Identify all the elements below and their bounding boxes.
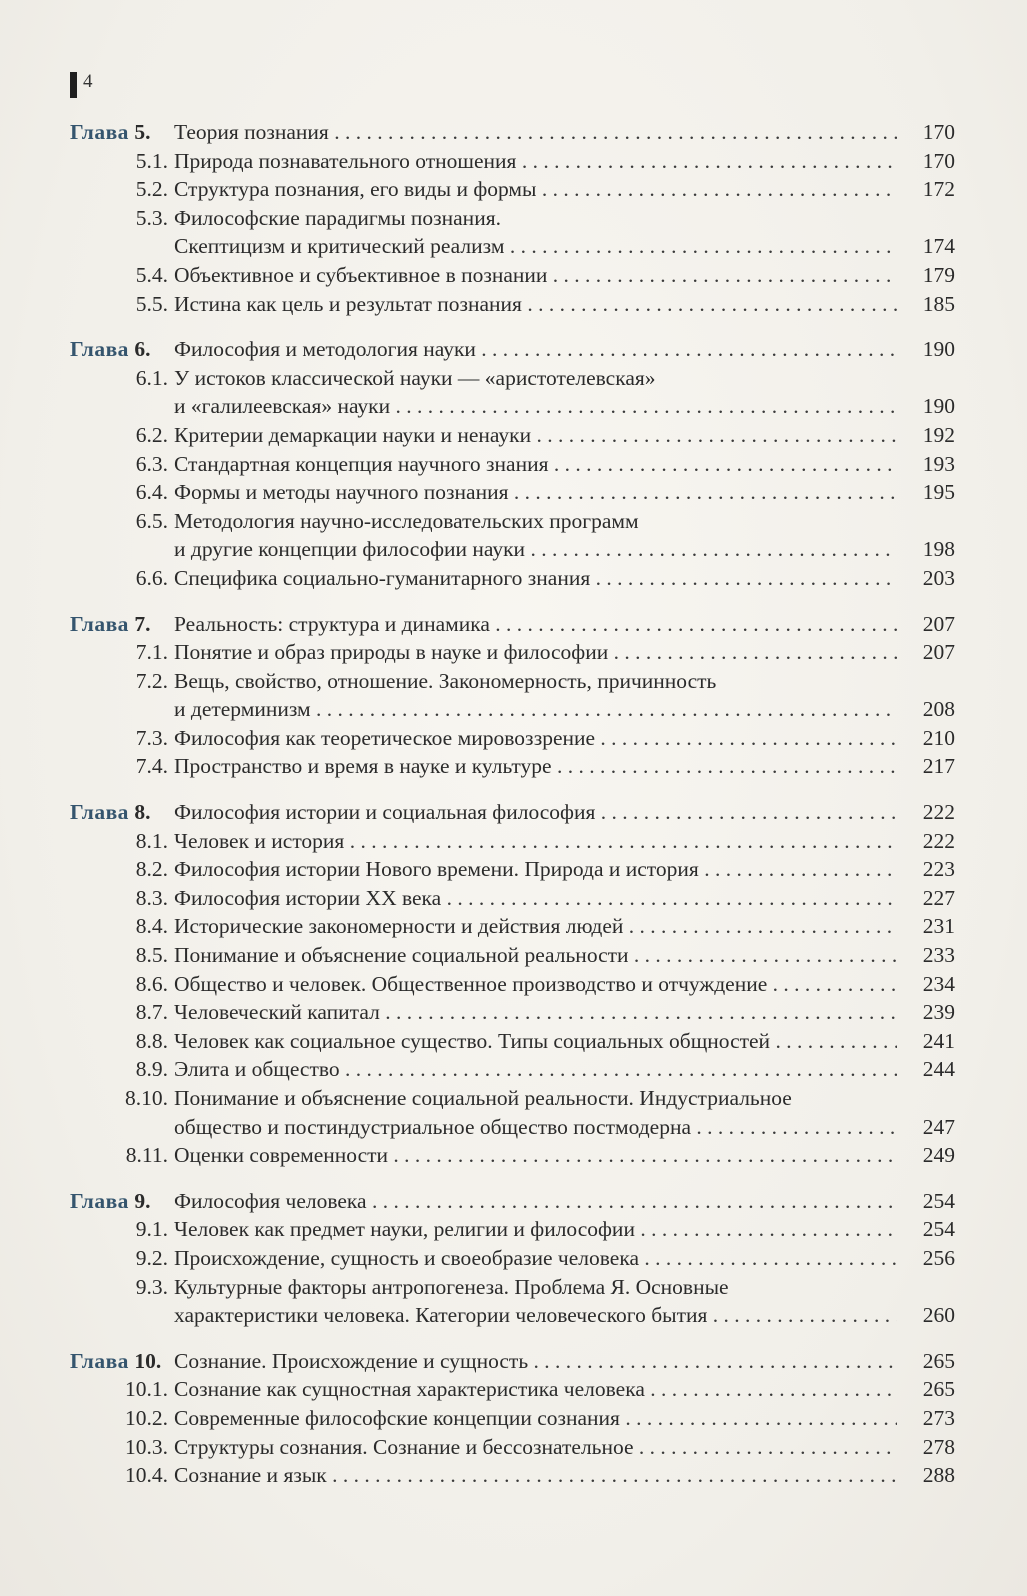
chapter-page-number: 265 (922, 1348, 955, 1373)
section-title-cell (174, 941, 897, 970)
section-row[interactable] (70, 855, 955, 884)
section-page-number: 234 (922, 971, 955, 996)
chapter-label (70, 1187, 174, 1216)
section-number: 5.2. (135, 177, 168, 202)
section-row[interactable] (70, 1141, 955, 1170)
section-title-line: Вещь, свойство, отношение. Закономерность, причинность (174, 668, 717, 693)
section-row[interactable] (70, 724, 955, 753)
chapter-title: Философия человека . . . (174, 1187, 897, 1216)
section-title-line: Формы и методы научного познания . . . (174, 478, 897, 507)
chapter-title-cell (174, 335, 897, 364)
chapter-number: 5. (134, 120, 151, 144)
section-title-line: Скептицизм и критический реализм . . . (174, 232, 897, 261)
chapter-title: Философия и методология науки . . . (174, 335, 897, 364)
section-title-line: Сознание как сущностная характеристика человека . . . (174, 1375, 897, 1404)
section-title-line: Специфика социально-гуманитарного знания . . . (174, 564, 897, 593)
section-title-line: Структура познания, его виды и формы . . . (174, 175, 897, 204)
section-page-number: 179 (922, 262, 955, 287)
section-number: 8.10. (125, 1086, 168, 1110)
section-row[interactable] (70, 912, 955, 941)
section-title-line: Понятие и образ природы в науке и философии . . . (174, 638, 897, 667)
section-title-line: Философия истории Нового времени. Природа и история . . . (174, 855, 897, 884)
section-title-cell (174, 364, 897, 421)
section-row[interactable] (70, 638, 955, 667)
section-page-number: 222 (922, 828, 955, 853)
section-title-line: Критерии демаркации науки и ненауки . . . (174, 421, 897, 450)
section-number: 10.4. (125, 1463, 168, 1488)
section-title-line: Философские парадигмы познания. (174, 205, 501, 230)
section-title-line: и другие концепции философии науки . . . (174, 535, 897, 564)
section-title-line: и детерминизм . . . (174, 695, 897, 724)
section-title-line: Общество и человек. Общественное производство и отчуждение . . . (174, 970, 897, 999)
section-title-cell (174, 1461, 897, 1490)
chapter-page-number: 170 (922, 120, 955, 144)
section-title-line: Происхождение, сущность и своеобразие человека . . . (174, 1244, 897, 1273)
chapter-heading-row[interactable] (70, 1187, 955, 1216)
chapter-word: Глава (70, 1348, 129, 1373)
section-number: 8.7. (135, 1000, 168, 1025)
section-number: 6.1. (135, 365, 168, 390)
section-row[interactable] (70, 1055, 955, 1084)
section-page-number: 288 (922, 1463, 955, 1488)
section-page-number: 239 (922, 1000, 955, 1025)
section-title-cell (174, 1375, 897, 1404)
section-page-number: 278 (922, 1434, 955, 1459)
section-title-cell (174, 912, 897, 941)
section-number: 8.3. (135, 885, 168, 910)
section-page-number: 208 (922, 697, 955, 722)
section-row[interactable] (70, 147, 955, 176)
section-number: 7.3. (135, 725, 168, 750)
section-number: 8.6. (135, 971, 168, 996)
section-title-cell (174, 1433, 897, 1462)
section-row[interactable] (70, 752, 955, 781)
section-number: 9.3. (135, 1274, 168, 1299)
section-page-number: 174 (922, 234, 955, 259)
section-number: 6.4. (135, 480, 168, 505)
section-title-line: и «галилеевская» науки . . . (174, 392, 897, 421)
section-page-number: 195 (922, 480, 955, 505)
chapter-label (70, 335, 174, 364)
section-number: 7.4. (135, 754, 168, 779)
section-page-number: 273 (922, 1405, 955, 1430)
toc-chapter (70, 335, 955, 592)
section-row[interactable] (70, 827, 955, 856)
chapter-heading-row[interactable] (70, 118, 955, 147)
chapter-heading-row[interactable] (70, 610, 955, 639)
section-number: 7.2. (135, 668, 168, 693)
section-page-number: 265 (922, 1377, 955, 1402)
section-number: 9.2. (135, 1245, 168, 1270)
chapter-title: Теория познания . . . (174, 118, 897, 147)
section-page-number: 254 (922, 1217, 955, 1242)
section-title-cell (174, 147, 897, 176)
section-number: 9.1. (135, 1217, 168, 1242)
section-page-number: 247 (922, 1114, 955, 1139)
section-number: 5.5. (135, 291, 168, 316)
chapter-title: Сознание. Происхождение и сущность . . . (174, 1347, 897, 1376)
section-title-cell (174, 175, 897, 204)
section-title-line: общество и постиндустриальное общество постмодерна . . . (174, 1113, 897, 1142)
section-row[interactable] (70, 1084, 955, 1141)
section-title-line: Человеческий капитал . . . (174, 998, 897, 1027)
section-row[interactable] (70, 564, 955, 593)
section-number: 10.3. (125, 1434, 168, 1459)
section-title-cell (174, 752, 897, 781)
chapter-page-number: 207 (922, 611, 955, 636)
section-title-cell (174, 290, 897, 319)
section-row[interactable] (70, 175, 955, 204)
section-title-cell (174, 261, 897, 290)
section-page-number: 223 (922, 857, 955, 882)
chapter-word: Глава (70, 611, 129, 636)
chapter-number: 8. (134, 800, 151, 825)
section-page-number: 244 (922, 1057, 955, 1082)
section-number: 5.4. (135, 262, 168, 287)
chapter-number: 9. (134, 1188, 151, 1213)
section-number: 8.9. (135, 1057, 168, 1082)
section-row[interactable] (70, 204, 955, 261)
section-title-cell (174, 1084, 897, 1141)
section-title-cell (174, 1027, 897, 1056)
chapter-title-cell (174, 798, 897, 827)
chapter-title: Философия истории и социальная философия . . . (174, 798, 897, 827)
section-row[interactable] (70, 364, 955, 421)
section-row[interactable] (70, 941, 955, 970)
section-page-number: 217 (922, 754, 955, 779)
chapter-title-cell (174, 610, 897, 639)
section-title-cell (174, 855, 897, 884)
section-title-line: Исторические закономерности и действия людей . . . (174, 912, 897, 941)
section-title-cell (174, 1244, 897, 1273)
section-number: 6.5. (135, 508, 168, 533)
chapter-heading-row[interactable] (70, 1347, 955, 1376)
section-page-number: 203 (922, 565, 955, 590)
section-title-cell (174, 638, 897, 667)
section-title-line: Человек как предмет науки, религии и философии . . . (174, 1215, 897, 1244)
header-bar-mark (70, 72, 77, 98)
section-row[interactable] (70, 1215, 955, 1244)
section-title-line: Методология научно-исследовательских программ (174, 508, 639, 533)
table-of-contents (70, 118, 955, 1507)
section-title-line: характеристики человека. Категории человеческого бытия . . . (174, 1301, 897, 1330)
section-title-cell (174, 1055, 897, 1084)
section-number: 5.1. (135, 148, 168, 173)
section-number: 8.11. (125, 1143, 168, 1168)
section-row[interactable] (70, 290, 955, 319)
section-row[interactable] (70, 421, 955, 450)
section-title-cell (174, 667, 897, 724)
page-number: 4 (83, 71, 93, 92)
section-number: 8.4. (135, 914, 168, 939)
section-row[interactable] (70, 1027, 955, 1056)
chapter-heading-row[interactable] (70, 335, 955, 364)
chapter-label (70, 1347, 174, 1376)
section-row[interactable] (70, 1433, 955, 1462)
section-page-number: 198 (922, 537, 955, 562)
chapter-number: 7. (134, 611, 151, 636)
section-page-number: 227 (922, 885, 955, 910)
chapter-label (70, 118, 174, 147)
section-title-cell (174, 1404, 897, 1433)
section-title-line: Понимание и объяснение социальной реальности. Индустриальное (174, 1086, 792, 1110)
chapter-page-number: 190 (922, 337, 955, 362)
toc-chapter (70, 610, 955, 782)
section-number: 8.8. (135, 1028, 168, 1053)
chapter-title-cell (174, 1347, 897, 1376)
section-title-cell (174, 884, 897, 913)
section-page-number: 172 (922, 177, 955, 202)
chapter-number: 6. (134, 337, 151, 362)
section-page-number: 192 (922, 422, 955, 447)
section-page-number: 231 (922, 914, 955, 939)
section-title-line: Пространство и время в науке и культуре . . . (174, 752, 897, 781)
section-row[interactable] (70, 1461, 955, 1490)
section-row[interactable] (70, 478, 955, 507)
section-row[interactable] (70, 1244, 955, 1273)
section-title-line: Сознание и язык . . . (174, 1461, 897, 1490)
section-title-cell (174, 507, 897, 564)
section-title-cell (174, 478, 897, 507)
chapter-label (70, 798, 174, 827)
section-number: 7.1. (135, 640, 168, 665)
chapter-page-number: 254 (922, 1188, 955, 1213)
chapter-heading-row[interactable] (70, 798, 955, 827)
section-page-number: 256 (922, 1245, 955, 1270)
section-page-number: 241 (922, 1028, 955, 1053)
chapter-word: Глава (70, 120, 129, 144)
section-page-number: 249 (922, 1143, 955, 1168)
section-title-line: Стандартная концепция научного знания . . . (174, 450, 897, 479)
chapter-page-number: 222 (922, 800, 955, 825)
section-title-cell (174, 450, 897, 479)
section-page-number: 193 (922, 451, 955, 476)
section-page-number: 260 (922, 1303, 955, 1328)
section-page-number: 185 (922, 291, 955, 316)
section-title-cell (174, 564, 897, 593)
section-number: 5.3. (135, 205, 168, 230)
chapter-title-cell (174, 118, 897, 147)
section-title-line: Философия истории XX века . . . (174, 884, 897, 913)
section-title-line: Человек как социальное существо. Типы социальных общностей . . . (174, 1027, 897, 1056)
section-number: 6.3. (135, 451, 168, 476)
section-page-number: 190 (922, 394, 955, 419)
section-number: 10.2. (125, 1405, 168, 1430)
section-row[interactable] (70, 1375, 955, 1404)
chapter-title-cell (174, 1187, 897, 1216)
section-number: 10.1. (125, 1377, 168, 1402)
chapter-word: Глава (70, 1188, 129, 1213)
section-title-cell (174, 204, 897, 261)
chapter-label (70, 610, 174, 639)
section-row[interactable] (70, 998, 955, 1027)
section-title-cell (174, 421, 897, 450)
toc-chapter (70, 1347, 955, 1490)
section-title-cell (174, 998, 897, 1027)
chapter-number: 10. (134, 1348, 162, 1373)
section-title-line: Объективное и субъективное в познании . . . (174, 261, 897, 290)
section-title-cell (174, 724, 897, 753)
section-title-line: Философия как теоретическое мировоззрение . . . (174, 724, 897, 753)
section-title-line: Современные философские концепции сознания . . . (174, 1404, 897, 1433)
section-number: 6.6. (135, 565, 168, 590)
section-title-cell (174, 970, 897, 999)
section-title-line: У истоков классической науки — «аристотелевская» (174, 365, 656, 390)
chapter-word: Глава (70, 337, 129, 362)
section-title-cell (174, 1273, 897, 1330)
chapter-title: Реальность: структура и динамика . . . (174, 610, 897, 639)
section-number: 8.5. (135, 943, 168, 968)
section-title-line: Структуры сознания. Сознание и бессознательное . . . (174, 1433, 897, 1462)
section-title-line: Человек и история . . . (174, 827, 897, 856)
section-title-line: Понимание и объяснение социальной реальности . . . (174, 941, 897, 970)
section-row[interactable] (70, 667, 955, 724)
toc-chapter (70, 118, 955, 318)
section-number: 8.1. (135, 828, 168, 853)
section-title-line: Элита и общество . . . (174, 1055, 897, 1084)
section-title-cell (174, 1141, 897, 1170)
page-header (70, 72, 93, 98)
section-number: 8.2. (135, 857, 168, 882)
section-row[interactable] (70, 1273, 955, 1330)
section-title-line: Оценки современности . . . (174, 1141, 897, 1170)
toc-chapter (70, 798, 955, 1170)
section-page-number: 207 (922, 640, 955, 665)
section-page-number: 233 (922, 943, 955, 968)
section-row[interactable] (70, 261, 955, 290)
section-page-number: 170 (922, 148, 955, 173)
section-title-line: Истина как цель и результат познания . . . (174, 290, 897, 319)
chapter-word: Глава (70, 800, 129, 825)
section-title-line: Культурные факторы антропогенеза. Проблема Я. Основные (174, 1274, 729, 1299)
section-title-cell (174, 1215, 897, 1244)
section-title-line: Природа познавательного отношения . . . (174, 147, 897, 176)
section-row[interactable] (70, 1404, 955, 1433)
section-title-cell (174, 827, 897, 856)
section-number: 6.2. (135, 422, 168, 447)
section-row[interactable] (70, 507, 955, 564)
section-page-number: 210 (922, 725, 955, 750)
section-row[interactable] (70, 450, 955, 479)
section-row[interactable] (70, 970, 955, 999)
section-row[interactable] (70, 884, 955, 913)
toc-chapter (70, 1187, 955, 1330)
